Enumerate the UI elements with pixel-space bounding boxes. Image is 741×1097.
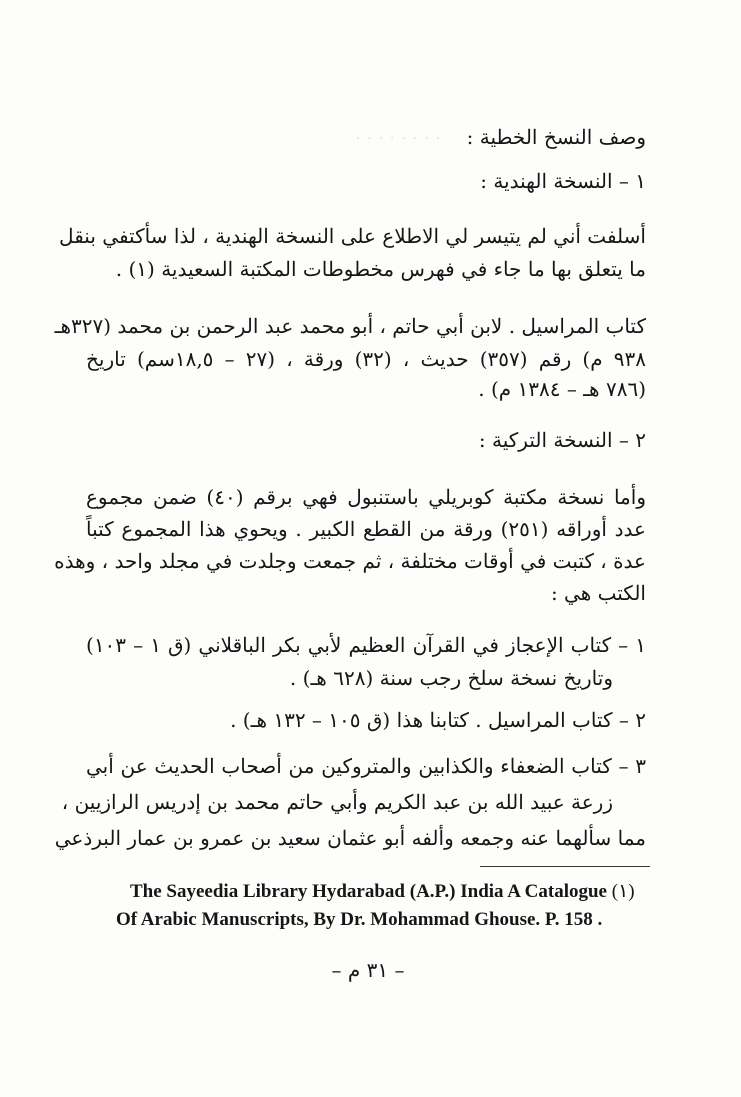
bleed-through-text: · · · · · · · · [355,128,441,149]
paragraph-1-line-1: أسلفت أني لم يتيسر لي الاطلاع على النسخة الهندية ، لذا سأكتفي بنقل [59,224,646,248]
paragraph-3-line-1: وأما نسخة مكتبة كوبريلي باستنبول فهي برقم (٤٠) ضمن مجموع [86,485,646,509]
footnote-line-1 [130,882,635,901]
footnote-text-1: The Sayeedia Library Hydarabad (A.P.) India A Catalogue [130,881,607,902]
list-item-3-line-3: مما سألهما عنه وجمعه وألفه أبو عثمان سعيد بن عمرو بن عمار البرذعي [54,826,646,850]
footnote-marker: (١) [611,881,635,902]
list-item-2: ٢ – كتاب المراسيل . كتابنا هذا (ق ١٠٥ – ١٣٢ هـ) . [230,708,646,732]
footnote-line-2 [116,910,602,929]
paragraph-2-line-1: كتاب المراسيل . لابن أبي حاتم ، أبو محمد عبد الرحمن بن محمد (٣٢٧هـ [54,314,646,338]
list-item-1-line-1: ١ – كتاب الإعجاز في القرآن العظيم لأبي بكر الباقلاني (ق ١ – ١٠٣) [86,633,646,657]
paragraph-3-line-2: عدد أوراقه (٢٥١) ورقة من القطع الكبير . ويحوي هذا المجموع كتباً [86,517,646,541]
section-title-turkish-copy: ٢ – النسخة التركية : [478,428,646,452]
paragraph-2-line-2: ٩٣٨ م) رقم (٣٥٧) حديث ، (٣٢) ورقة ، (٢٧ – ١٨,٥سم) تاريخ [86,347,647,371]
page-heading: وصف النسخ الخطية : [466,125,646,149]
paragraph-3-line-4: الكتب هي : [550,581,646,605]
paragraph-1-line-2: ما يتعلق بها ما جاء في فهرس مخطوطات المكتبة السعيدية (١) . [115,257,646,281]
list-item-3-line-1: ٣ – كتاب الضعفاء والكذابين والمتروكين من أصحاب الحديث عن أبي [86,754,646,778]
paragraph-3-line-3: عدة ، كتبت في أوقات مختلفة ، ثم جمعت وجلدت في مجلد واحد ، وهذه [54,549,646,573]
footnote-text-2: Of Arabic Manuscripts, By Dr. Mohammad Ghouse. P. 158 . [116,909,603,930]
list-item-3-line-2: زرعة عبيد الله بن عبد الكريم وأبي حاتم محمد بن إدريس الرازيين ، [61,790,613,814]
list-item-1-line-2: وتاريخ نسخة سلخ رجب سنة (٦٢٨ هـ) . [289,666,613,690]
page-number: – ٣١ م – [331,958,405,982]
footnote-separator [480,866,650,867]
section-title-indian-copy: ١ – النسخة الهندية : [480,169,646,193]
paragraph-2-line-3: (٧٨٦ هـ – ١٣٨٤ م) . [478,377,646,401]
